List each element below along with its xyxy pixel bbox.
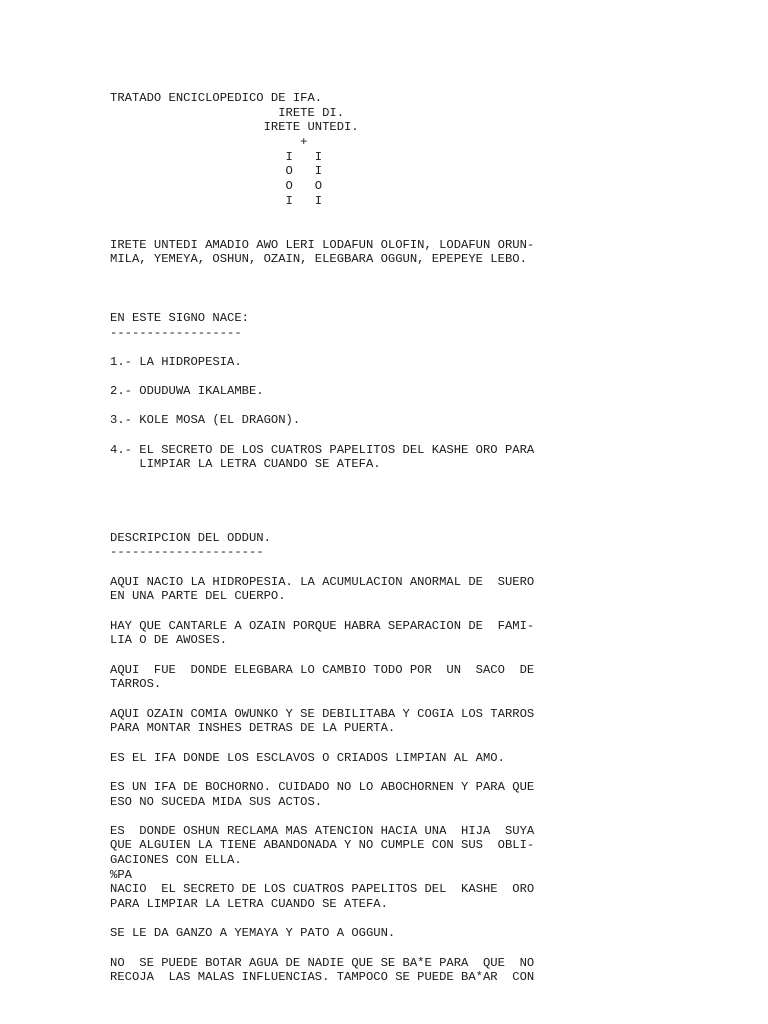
document-body-text: TRATADO ENCICLOPEDICO DE IFA. IRETE DI. IRETE UNTEDI. + I I O I O O I I IRETE UNTEDI AMADIO AWO LERI LODAFUN OLOFIN, LODAFUN ORUN- MILA, YEMEYA, OSHUN, OZAIN, ELEGBARA OGGUN, EPEPEYE LEBO. EN ESTE SIGNO NACE: ------------------ 1.- LA HIDROPESIA. 2.- ODUDUWA IKALAMBE. 3.- KOLE MOSA (EL DRAGON). 4.- EL SECRETO DE LOS CUATROS PAPELITOS DEL KASHE ORO PARA LIMPIAR LA LETRA CUANDO SE ATEFA. DESCRIPCION DEL ODDUN. --------------------- AQUI NACIO LA HIDROPESIA. LA ACUMULACION ANORMAL DE SUERO EN UNA PARTE DEL CUERPO. HAY QUE CANTARLE A OZAIN PORQUE HABRA SEPARACION DE FAMI- LIA O DE AWOSES. AQUI FUE DONDE ELEGBARA LO CAMBIO TODO POR UN SACO DE TARROS. AQUI OZAIN COMIA OWUNKO Y SE DEBILITABA Y COGIA LOS TARROS PARA MONTAR INSHES DETRAS DE LA PUERTA. ES EL IFA DONDE LOS ESCLAVOS O CRIADOS LIMPIAN AL AMO. ES UN IFA DE BOCHORNO. CUIDADO NO LO ABOCHORNEN Y PARA QUE ESO NO SUCEDA MIDA SUS ACTOS. ES DONDE OSHUN RECLAMA MAS ATENCION HACIA UNA HIJA SUYA QUE ALGUIEN LA TIENE ABANDONADA Y NO CUMPLE CON SUS OBLI- GACIONES CON ELLA. %PA NACIO EL SECRETO DE LOS CUATROS PAPELITOS DEL KASHE ORO PARA LIMPIAR LA LETRA CUANDO SE ATEFA. SE LE DA GANZO A YEMAYA Y PATO A OGGUN. NO SE PUEDE BOTAR AGUA DE NADIE QUE SE BA*E PARA QUE NO RECOJA LAS MALAS INFLUENCIAS. TAMPOCO SE PUEDE BA*AR CON [110, 91, 535, 985]
